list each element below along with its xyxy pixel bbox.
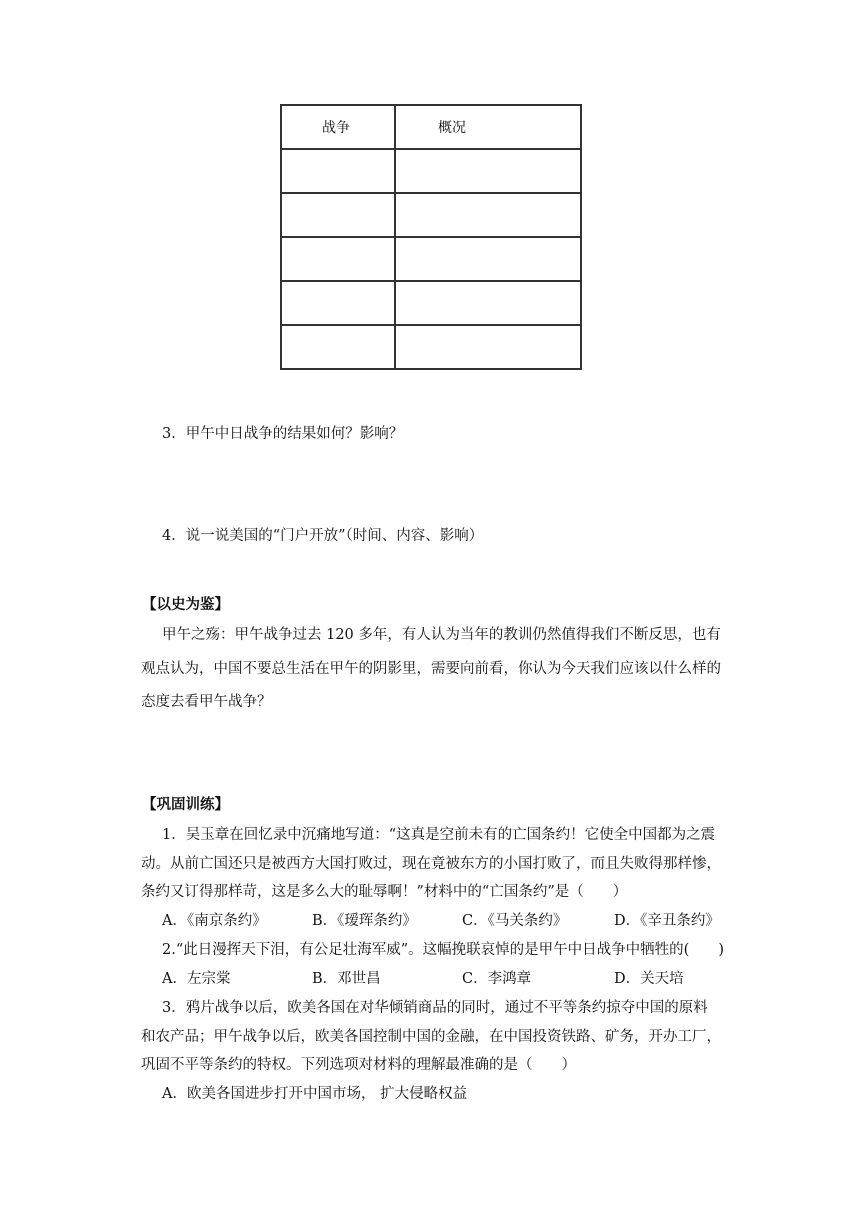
table-cell [281, 193, 395, 237]
table-row [281, 149, 581, 193]
table-row [281, 237, 581, 281]
option-c: C．《马关条约》 [462, 913, 568, 929]
war-summary-table [280, 104, 582, 370]
table-row [281, 281, 581, 325]
table-cell [281, 281, 395, 325]
question-3: 3．甲午中日战争的结果如何？影响？ [162, 426, 404, 442]
training-q1-line-2: 动。从前亡国还只是被西方大国打败过，现在竟被东方的小国打败了，而且失败得那样惨， [141, 856, 721, 872]
option-a: A．《南京条约》 [162, 913, 267, 929]
section-heading-training: 【巩固训练】 [142, 797, 229, 813]
option-c: C．李鸿章 [462, 971, 532, 987]
section-heading-history: 【以史为鉴】 [142, 597, 229, 613]
table-header-overview: 概况 [395, 105, 581, 149]
table-cell [395, 281, 581, 325]
table-cell [281, 149, 395, 193]
history-line-1: 甲午之殇：甲午战争过去 120 多年，有人认为当年的教训仍然值得我们不断反思，也有 [162, 627, 721, 643]
table-cell [281, 237, 395, 281]
training-q3-line-3: 巩固不平等条约的特权。下列选项对材料的理解最准确的是（ ） [141, 1057, 576, 1073]
training-q2: 2.“此日漫挥天下泪，有公足壮海军威”。这幅挽联哀悼的是甲午中日战争中牺牲的( ) [162, 942, 724, 958]
training-q3-option-a: A．欧美各国进步打开中国市场， 扩大侵略权益 [162, 1086, 468, 1102]
training-q3-line-2: 和农产品；甲午战争以后，欧美各国控制中国的金融，在中国投资铁路、矿务，开办工厂， [141, 1029, 721, 1045]
table-cell [395, 325, 581, 369]
question-4: 4．说一说美国的“门户开放”（时间、内容、影响） [162, 528, 484, 544]
table-row [281, 193, 581, 237]
option-b: B．《瑷珲条约》 [312, 913, 417, 929]
option-b: B．邓世昌 [312, 971, 381, 987]
table-header-row [281, 105, 581, 149]
option-d: D．关天培 [614, 971, 684, 987]
option-a: A．左宗棠 [162, 971, 231, 987]
training-q1-line-3: 条约又订得那样苛，这是多么大的耻辱啊！”材料中的“亡国条约”是（ ） [141, 884, 628, 900]
table-header-war: 战争 [281, 105, 395, 149]
table-cell [395, 237, 581, 281]
table-cell [395, 149, 581, 193]
training-q1-options [162, 909, 742, 930]
table-row [281, 325, 581, 369]
training-q1-line-1: 1．吴玉章在回忆录中沉痛地写道：“这真是空前未有的亡国条约！它使全中国都为之震 [162, 827, 716, 843]
history-line-2: 观点认为，中国不要总生活在甲午的阴影里，需要向前看，你认为今天我们应该以什么样的 [141, 661, 721, 677]
history-line-3: 态度去看甲午战争？ [141, 694, 272, 710]
table-cell [395, 193, 581, 237]
option-d: D．《辛丑条约》 [614, 913, 720, 929]
table-cell [281, 325, 395, 369]
training-q3-line-1: 3．鸦片战争以后，欧美各国在对华倾销商品的同时，通过不平等条约掠夺中国的原料 [162, 1000, 708, 1016]
training-q2-options [162, 967, 742, 988]
